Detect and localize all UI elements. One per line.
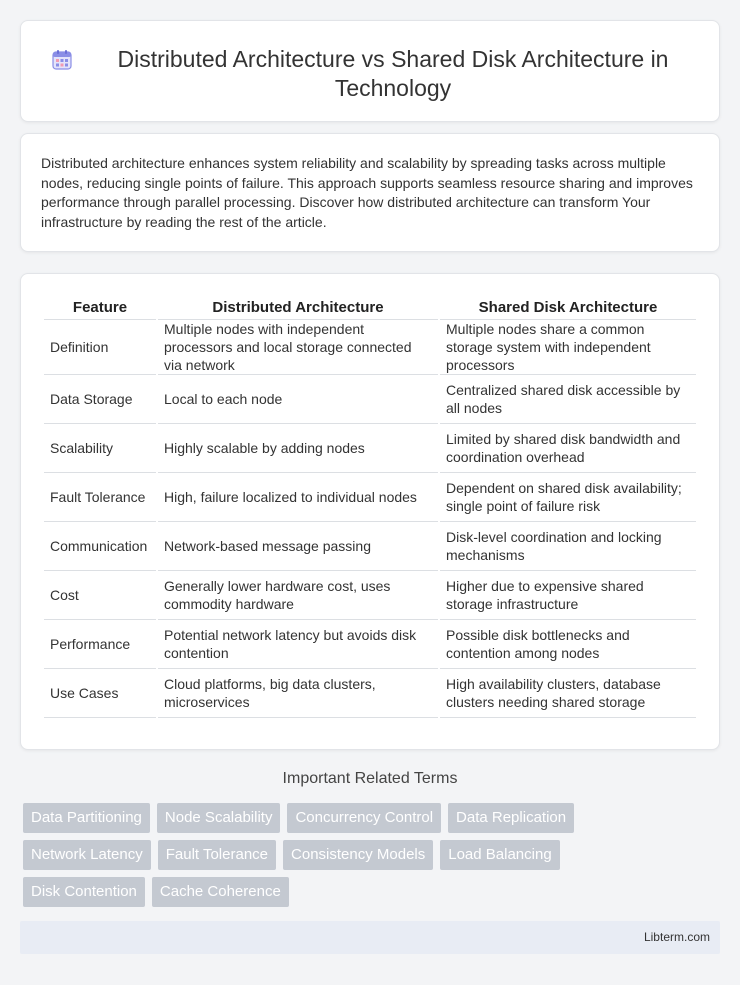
table-row (44, 571, 696, 620)
tag-node-scalability[interactable]: Node Scalability (157, 803, 281, 833)
table-row (44, 620, 696, 669)
distributed-cell: Potential network latency but avoids disk contention (158, 620, 438, 669)
tag-network-latency[interactable]: Network Latency (23, 840, 151, 870)
distributed-cell: Multiple nodes with independent processors and local storage connected via network (158, 320, 438, 375)
shared-disk-cell: High availability clusters, database clusters needing shared storage (440, 669, 696, 718)
header-card (20, 20, 720, 122)
table-row (44, 522, 696, 571)
table-row (44, 375, 696, 424)
tag-fault-tolerance[interactable]: Fault Tolerance (158, 840, 276, 870)
tag-consistency-models[interactable]: Consistency Models (283, 840, 433, 870)
feature-cell: Data Storage (44, 375, 156, 424)
column-header-feature: Feature (44, 294, 156, 320)
intro-card (20, 133, 720, 252)
tag-disk-contention[interactable]: Disk Contention (23, 877, 145, 907)
tag-data-replication[interactable]: Data Replication (448, 803, 574, 833)
tag-load-balancing[interactable]: Load Balancing (440, 840, 559, 870)
shared-disk-cell: Higher due to expensive shared storage infrastructure (440, 571, 696, 620)
related-terms-list (23, 803, 723, 914)
table-row (44, 424, 696, 473)
table-row (44, 320, 696, 375)
table-row (44, 669, 696, 718)
tag-cache-coherence[interactable]: Cache Coherence (152, 877, 289, 907)
shared-disk-cell: Multiple nodes share a common storage system with independent processors (440, 320, 696, 375)
distributed-cell: Network-based message passing (158, 522, 438, 571)
page-title: Distributed Architecture vs Shared Disk Architecture in Technology (117, 46, 669, 101)
feature-cell: Definition (44, 320, 156, 375)
intro-paragraph: Distributed architecture enhances system reliability and scalability by spreading tasks across multiple nodes, reducing single points of failure. This approach supports seamless resource sharing and improves performance through parallel processing. Discover how distributed architecture can transform Your infrastructure by reading the rest of the article. (41, 155, 693, 230)
distributed-cell: Local to each node (158, 375, 438, 424)
footer-site-link[interactable]: Libterm.com (643, 930, 710, 944)
feature-cell: Scalability (44, 424, 156, 473)
shared-disk-cell: Dependent on shared disk availability; single point of failure risk (440, 473, 696, 522)
column-header-shared-disk: Shared Disk Architecture (440, 294, 696, 320)
distributed-cell: Cloud platforms, big data clusters, microservices (158, 669, 438, 718)
tag-row (23, 877, 723, 907)
tag-data-partitioning[interactable]: Data Partitioning (23, 803, 150, 833)
shared-disk-cell: Centralized shared disk accessible by all nodes (440, 375, 696, 424)
tag-concurrency-control[interactable]: Concurrency Control (287, 803, 441, 833)
feature-cell: Communication (44, 522, 156, 571)
table-header-row (44, 294, 696, 320)
column-header-distributed: Distributed Architecture (158, 294, 438, 320)
comparison-table (42, 294, 698, 718)
distributed-cell: Highly scalable by adding nodes (158, 424, 438, 473)
comparison-card (20, 273, 720, 750)
feature-cell: Cost (44, 571, 156, 620)
distributed-cell: Generally lower hardware cost, uses commodity hardware (158, 571, 438, 620)
tag-row (23, 803, 723, 833)
footer-bar (20, 921, 720, 954)
shared-disk-cell: Possible disk bottlenecks and contention among nodes (440, 620, 696, 669)
shared-disk-cell: Limited by shared disk bandwidth and coordination overhead (440, 424, 696, 473)
feature-cell: Fault Tolerance (44, 473, 156, 522)
shared-disk-cell: Disk-level coordination and locking mechanisms (440, 522, 696, 571)
feature-cell: Performance (44, 620, 156, 669)
related-terms-heading: Important Related Terms (282, 770, 458, 787)
distributed-cell: High, failure localized to individual nodes (158, 473, 438, 522)
calendar-grid-icon (51, 49, 73, 71)
table-row (44, 473, 696, 522)
tag-row (23, 840, 723, 870)
feature-cell: Use Cases (44, 669, 156, 718)
